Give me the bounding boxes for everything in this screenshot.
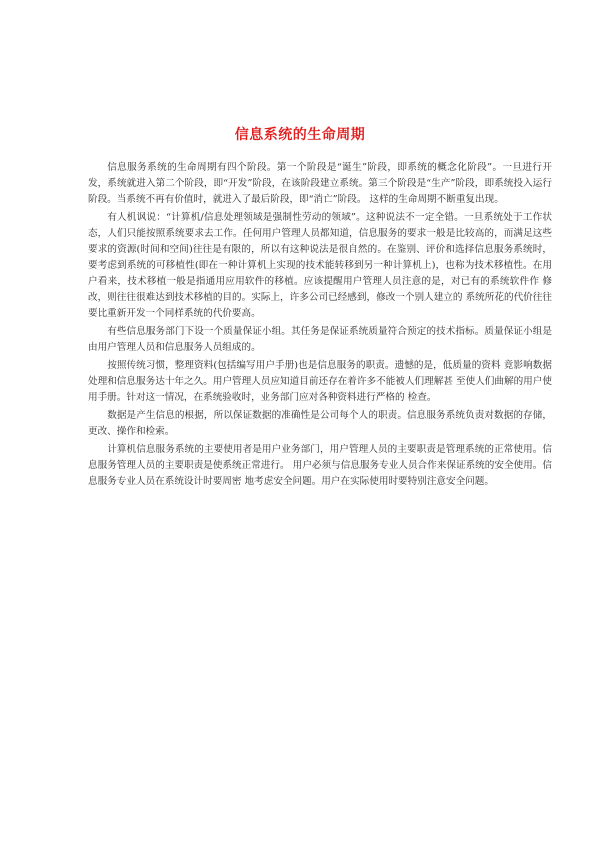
paragraph-4: 按照传统习惯，整理资料(包括编写用户手册)也是信息服务的职责。遗憾的是，低质量的资料 竟影响数据处理和信息服务达十年之久。用户管理人员应知道目前还存在着许多不能被人们理解甚 至使人们曲解的用户使用手册。针对这一情况，在系统验收时，业务部门应对各种资料进行严格的 检查。 bbox=[88, 360, 552, 403]
paragraph-6: 计算机信息服务系统的主要使用者是用户业务部门，用户管理人员的主要职责是管理系统的正常使用。信息服务管理人员的主要职责是使系统正常进行。 用户必须与信息服务专业人员合作来保证系统的安全使用。信息服务专业人员在系统设计时要周密 地考虑安全问题。用户在实际使用时要特别注意安全问题。 bbox=[88, 444, 552, 487]
paragraph-3: 有些信息服务部门下设一个质量保证小组。其任务是保证系统质量符合预定的技术指标。质量保证小组是由用户管理人员和信息服务人员组成的。 bbox=[88, 326, 552, 353]
document-body bbox=[88, 160, 552, 492]
paragraph-2: 有人机讽说：“计算机/信息处理领域是强制性劳动的领域”。这种说法不一定全错。一旦系统处于工作状态，人们只能按照系统要求去工作。任何用户管理人员都知道，信息服务的要求一般是比较高的，而满足这些要求的资源(时间和空间)往往是有限的，所以有这种说法是很自然的。在鉴别、评价和选择信息服务系统时，要考虑到系统的可移植性(即在一种计算机上实现的技术能转移到另一种计算机上)，也称为技术移植性。在用户看来，技术移植一般是指通用应用软件的移植。应该提醒用户管理人员注意的是，对已有的系统软件作 修改，则往往很难达到技术移植的目的。实际上，许多公司已经感到，修改一个别人建立的 系统所花的代价往往要比重新开发一个同样系统的代价要高。 bbox=[88, 212, 552, 319]
paragraph-1: 信息服务系统的生命周期有四个阶段。第一个阶段是“诞生”阶段，即系统的概念化阶段”。一旦进行开发，系统就进入第二个阶段，即“开发”阶段，在该阶段建立系统。第三个阶段是“生产”阶段，即系统投入运行阶段。当系统不再有价值时，就进入了最后阶段，即“消亡”阶段。 这样的生命周期不断重复出现。 bbox=[88, 162, 552, 205]
page-title: 信息系统的生命周期 bbox=[234, 127, 366, 143]
paragraph-5: 数据是产生信息的根据，所以保证数据的准确性是公司每个人的职责。信息服务系统负责对数据的存储，更改、操作和检索。 bbox=[88, 410, 552, 437]
